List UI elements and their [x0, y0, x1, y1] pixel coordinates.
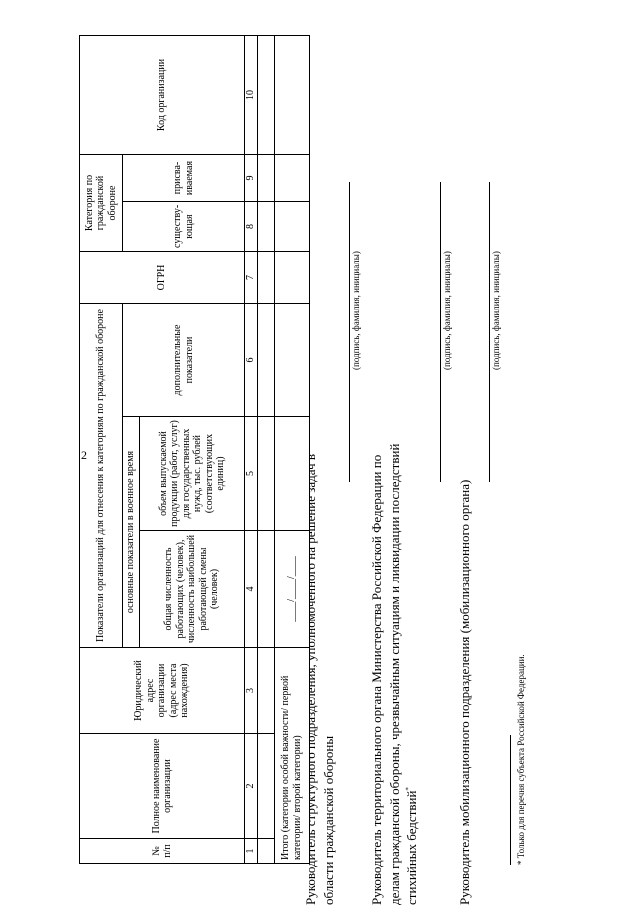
table-cell: [257, 202, 274, 252]
column-number: 10: [245, 36, 258, 155]
footnote-rule: [510, 735, 511, 865]
table-cell: [274, 202, 309, 252]
signature-title: Руководитель структурного подразделения, уполномоченного на решение задач в области гражданской обороны: [303, 454, 336, 905]
categories-table: [79, 35, 310, 864]
table-cell: [257, 417, 274, 531]
header-legal-address: Юридический адрес организации (адрес места нахождения): [80, 648, 245, 734]
total-value: ____/____/____: [274, 531, 309, 648]
table-cell: [257, 734, 274, 839]
header-existing-category: существу-ющая: [123, 202, 245, 252]
column-number: 1: [245, 839, 258, 864]
column-number: 5: [245, 417, 258, 531]
header-output-volume: объем выпускаемой продукции (работ, услуг) для государственных нужд, тыс. рублей (соответствующих единиц): [140, 417, 245, 531]
signature-block-mobilization: [456, 435, 474, 905]
footnote: * Только для перечня субъекта Российской Федерации.: [516, 654, 526, 865]
table-cell: [274, 252, 309, 304]
column-number: 7: [245, 252, 258, 304]
signature-caption: (подпись, фамилия, инициалы): [491, 251, 501, 370]
column-number: 2: [245, 734, 258, 839]
header-no: № п/п: [80, 839, 245, 864]
signature-title: Руководитель территориального органа Министерства Российской Федерации по делам гражданской обороны, чрезвычайным ситуациям и ликвидации последствий стихийных бедствий: [369, 443, 420, 905]
signature-block-civil-defense: [302, 435, 337, 905]
total-label: Итого (категории особой важности/ первой категории/ второй категории): [274, 648, 309, 864]
header-category-group: Категория по гражданской обороне: [80, 155, 123, 252]
header-ogrn: ОГРН: [80, 252, 245, 304]
column-number: 9: [245, 155, 258, 202]
table-cell: [274, 36, 309, 155]
signature-line: [349, 182, 350, 482]
header-indicators-group: Показатели организаций для отнесения к категориям по гражданской обороне: [80, 304, 123, 648]
column-number: 6: [245, 304, 258, 417]
signature-line: [489, 182, 490, 482]
signature-block-emercom: [368, 435, 421, 905]
table-cell: [257, 304, 274, 417]
table-cell: [257, 252, 274, 304]
header-main-indicators: основные показатели в военное время: [123, 417, 140, 648]
signature-caption: (подпись, фамилия, инициалы): [442, 251, 452, 370]
table-cell: [274, 304, 309, 417]
table-cell: [257, 155, 274, 202]
table-cell: [257, 531, 274, 648]
table-cell: [257, 648, 274, 734]
page-number: 2: [81, 448, 87, 462]
column-number: 4: [245, 531, 258, 648]
header-full-name: Полное наименование организации: [80, 734, 245, 839]
column-number: 3: [245, 648, 258, 734]
header-assigned-category: присва-иваемая: [123, 155, 245, 202]
header-total-employees: общая численность работающих (человек), численность наибольшей работающей смены (человек): [140, 531, 245, 648]
column-number: 8: [245, 202, 258, 252]
table-cell: [257, 839, 274, 864]
signature-caption: (подпись, фамилия, инициалы): [351, 251, 361, 370]
signature-line: [440, 182, 441, 482]
column-numbers-row: [245, 36, 258, 864]
signature-title: Руководитель мобилизационного подразделения (мобилизационного органа): [457, 479, 472, 905]
table-row: [257, 36, 274, 864]
table-cell: [274, 155, 309, 202]
header-org-code: Код организации: [80, 36, 245, 155]
table-cell: [257, 36, 274, 155]
footnote-mark: *: [404, 787, 413, 791]
header-additional-indicators: дополнительные показатели: [123, 304, 245, 417]
